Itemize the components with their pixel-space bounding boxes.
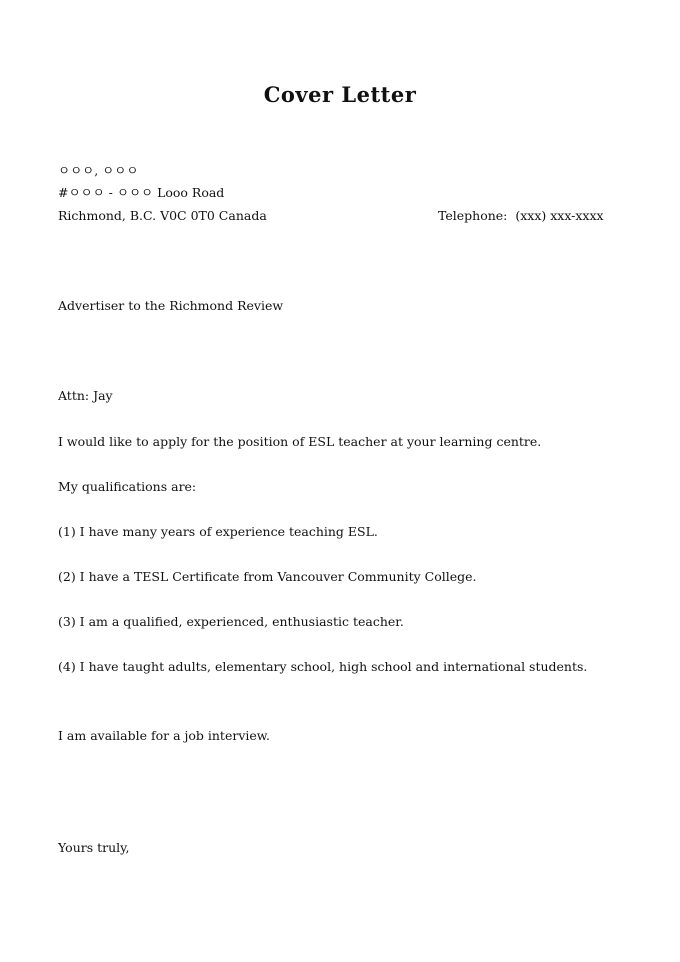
- qualification-item-1: (1) I have many years of experience teaching ESL.: [58, 524, 378, 539]
- telephone-label: Telephone:: [438, 208, 508, 223]
- qualifications-heading: My qualifications are:: [58, 479, 197, 494]
- sender-name: ㅇㅇㅇ, ㅇㅇㅇ: [58, 163, 139, 178]
- attention-line: Attn: Jay: [58, 388, 113, 403]
- sender-city-line: Richmond, B.C. V0C 0T0 Canada: [58, 208, 267, 223]
- qualification-item-4: (4) I have taught adults, elementary school, high school and international students.: [58, 659, 588, 674]
- telephone-value: (xxx) xxx-xxxx: [515, 208, 604, 223]
- recipient-line: Advertiser to the Richmond Review: [58, 298, 284, 313]
- closing-line: Yours truly,: [58, 840, 130, 855]
- telephone: [438, 208, 604, 224]
- availability-line: I am available for a job interview.: [58, 728, 270, 743]
- qualification-item-3: (3) I am a qualified, experienced, enthusiastic teacher.: [58, 614, 404, 629]
- sender-street: #ㅇㅇㅇ - ㅇㅇㅇ Looo Road: [58, 185, 225, 200]
- page-title: Cover Letter: [263, 82, 417, 107]
- qualification-item-2: (2) I have a TESL Certificate from Vancouver Community College.: [58, 569, 477, 584]
- intro-paragraph: I would like to apply for the position of ESL teacher at your learning centre.: [58, 434, 542, 449]
